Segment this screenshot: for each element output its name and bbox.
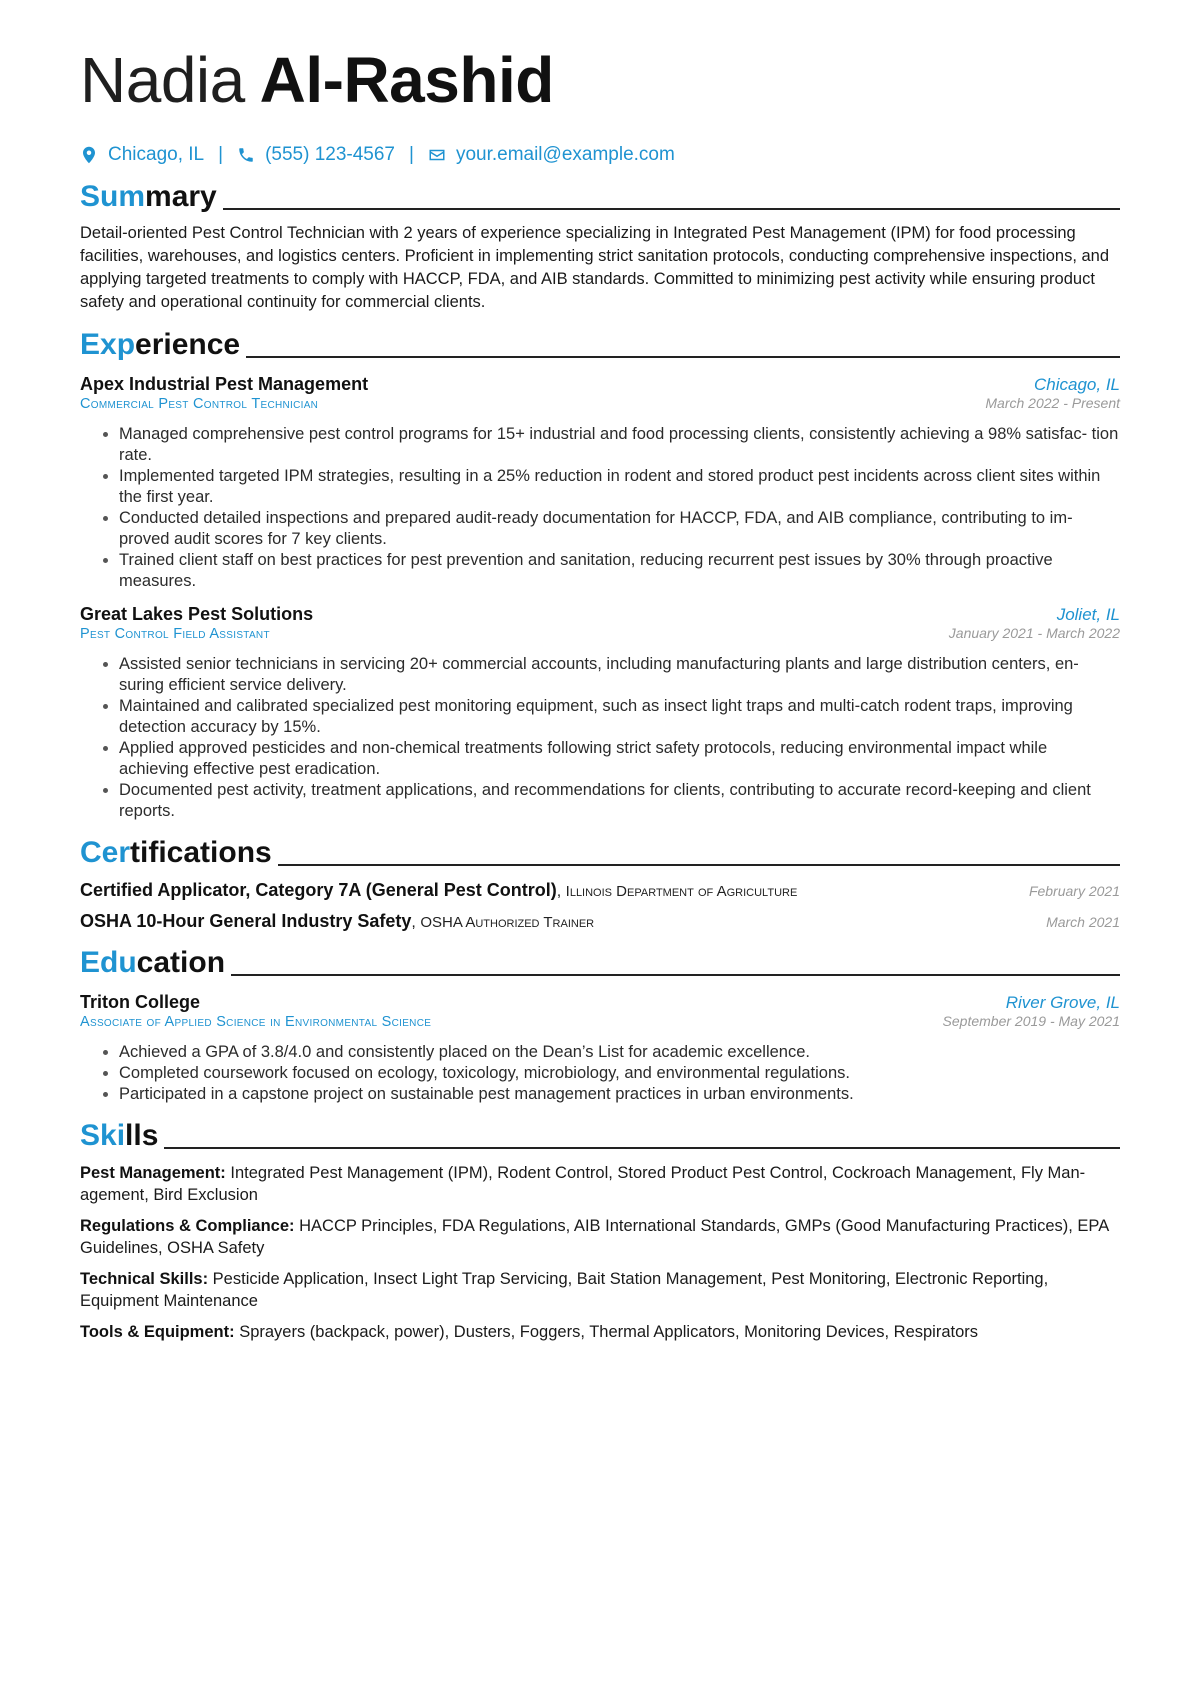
skill-group <box>80 1215 1120 1259</box>
certification-issuer: OSHA Authorized Trainer <box>420 914 595 931</box>
list-item: • Documented pest activity, treatment applications, and recommendations for clients, contributing to accurate record-keeping and client reports. <box>119 780 1120 822</box>
job-location: Chicago, IL <box>1034 375 1120 394</box>
phone-text: (555) 123-4567 <box>265 144 395 165</box>
job-title: Pest Control Field Assistant <box>80 626 270 642</box>
summary-text: Detail-oriented Pest Control Technician with 2 years of experience specializing in Integrated Pest Management (IPM) for food processing facilities, warehouses, and logistics centers. Proficient in implementing strict sanitation protocols, conducting comprehensive inspections, and applying targeted treatments to comply with HACCP, FDA, and AIB standards. Committed to minimizing pest activity while ensuring product safety and operational continuity for commercial clients. <box>80 224 1110 311</box>
section-rule <box>246 356 1120 358</box>
degree-title: Associate of Applied Science in Environmental Science <box>80 1014 432 1030</box>
list-item: • Managed comprehensive pest control programs for 15+ industrial and food processing clients, consistently achieving a 98% satisfac- tion rate. <box>119 424 1120 466</box>
education-dates: September 2019 - May 2021 <box>942 1013 1120 1029</box>
experience-heading <box>80 324 1120 362</box>
contact-email[interactable] <box>428 144 675 166</box>
first-name: Nadia <box>80 44 245 116</box>
candidate-name <box>80 40 1120 120</box>
contact-phone[interactable] <box>237 144 395 166</box>
skill-text: Pesticide Application, Insect Light Trap Servicing, Bait Station Management, Pest Monitoring, Electronic Reporting, Equipment Maintenance <box>80 1270 1049 1310</box>
skill-label: Tools & Equipment: <box>80 1323 235 1341</box>
skill-group <box>80 1162 1120 1206</box>
education-list <box>80 1042 1120 1105</box>
section-title: Skills <box>80 1119 159 1152</box>
achievement-list <box>80 424 1120 592</box>
skill-label: Regulations & Compliance: <box>80 1217 295 1235</box>
job-location: Joliet, IL <box>1056 605 1120 624</box>
job-dates: January 2021 - March 2022 <box>948 625 1120 641</box>
skill-text: Integrated Pest Management (IPM), Rodent Control, Stored Product Pest Control, Cockroach Management, Fly Man- agement, Bird Exclusion <box>80 1164 1086 1204</box>
list-item: • Participated in a capstone project on sustainable pest management practices in urban environments. <box>119 1084 1120 1105</box>
skill-group <box>80 1321 1120 1343</box>
list-item: • Applied approved pesticides and non-chemical treatments following strict safety protocols, reducing environmental impact while achieving effective pest eradication. <box>119 738 1120 780</box>
section-title: Education <box>80 946 226 979</box>
list-item: • Achieved a GPA of 3.8/4.0 and consistently placed on the Dean’s List for academic excellence. <box>119 1042 1120 1063</box>
job-title: Commercial Pest Control Technician <box>80 396 319 412</box>
skill-text: HACCP Principles, FDA Regulations, AIB International Standards, GMPs (Good Manufacturing Practices), EPA Guidelines, OSHA Safety <box>80 1217 1109 1257</box>
list-item: • Completed coursework focused on ecology, toxicology, microbiology, and environmental regulations. <box>119 1063 1120 1084</box>
skills-heading <box>80 1115 1120 1153</box>
list-item: • Implemented targeted IPM strategies, resulting in a 25% reduction in rodent and stored product pest incidents across client sites within the first year. <box>119 466 1120 508</box>
contact-location <box>80 144 204 166</box>
certification-item: OSHA 10-Hour General Industry Safety, OSHA Authorized Trainer March 2021 <box>80 911 1120 931</box>
experience-entry <box>80 604 1120 822</box>
phone-icon <box>237 146 255 164</box>
list-item: • Assisted senior technicians in servicing 20+ commercial accounts, including manufacturing plants and large distribution centers, en- suring efficient service delivery. <box>119 654 1120 696</box>
section-title: Experience <box>80 328 241 361</box>
section-title: Summary <box>80 180 217 213</box>
certification-name: OSHA 10-Hour General Industry Safety <box>80 911 412 931</box>
section-rule <box>278 864 1120 866</box>
envelope-icon <box>428 146 446 164</box>
education-heading <box>80 942 1120 980</box>
education-entry <box>80 992 1120 1105</box>
section-rule <box>231 974 1120 976</box>
certification-item: Certified Applicator, Category 7A (General Pest Control), Illinois Department of Agriculture February 2021 <box>80 880 1120 900</box>
certification-issuer: Illinois Department of Agriculture <box>565 883 798 900</box>
employer-name: Apex Industrial Pest Management <box>80 374 369 394</box>
certification-date: March 2021 <box>1046 914 1120 930</box>
section-title: Certifications <box>80 836 272 869</box>
contact-separator: | <box>409 144 414 165</box>
skill-label: Technical Skills: <box>80 1270 209 1288</box>
school-location: River Grove, IL <box>1005 993 1120 1012</box>
map-pin-icon <box>80 146 98 164</box>
list-item: • Trained client staff on best practices for pest prevention and sanitation, reducing recurrent pest issues by 30% through proactive measures. <box>119 550 1120 592</box>
skill-label: Pest Management: <box>80 1164 226 1182</box>
school-name: Triton College <box>80 992 201 1012</box>
certification-name: Certified Applicator, Category 7A (General Pest Control) <box>80 880 557 900</box>
contact-separator: | <box>218 144 224 165</box>
email-text: your.email@example.com <box>455 144 675 165</box>
summary-heading <box>80 176 1120 214</box>
skill-text: Sprayers (backpack, power), Dusters, Foggers, Thermal Applicators, Monitoring Devices, Respirators <box>239 1323 979 1341</box>
certification-date: February 2021 <box>1028 883 1120 899</box>
last-name: Al-Rashid <box>259 44 554 116</box>
skill-group <box>80 1268 1120 1312</box>
location-text: Chicago, IL <box>108 144 205 165</box>
section-rule <box>223 208 1120 210</box>
list-item: • Maintained and calibrated specialized pest monitoring equipment, such as insect light traps and multi-catch rodent traps, improving detection accuracy by 15%. <box>119 696 1120 738</box>
experience-entry <box>80 374 1120 592</box>
list-item: • Conducted detailed inspections and prepared audit-ready documentation for HACCP, FDA, and AIB compliance, contributing to im- proved audit scores for 7 key clients. <box>119 508 1120 550</box>
contact-bar <box>80 144 1120 166</box>
section-rule <box>164 1147 1120 1149</box>
certifications-heading <box>80 832 1120 870</box>
job-dates: March 2022 - Present <box>985 395 1120 411</box>
employer-name: Great Lakes Pest Solutions <box>80 604 314 624</box>
achievement-list <box>80 654 1120 822</box>
